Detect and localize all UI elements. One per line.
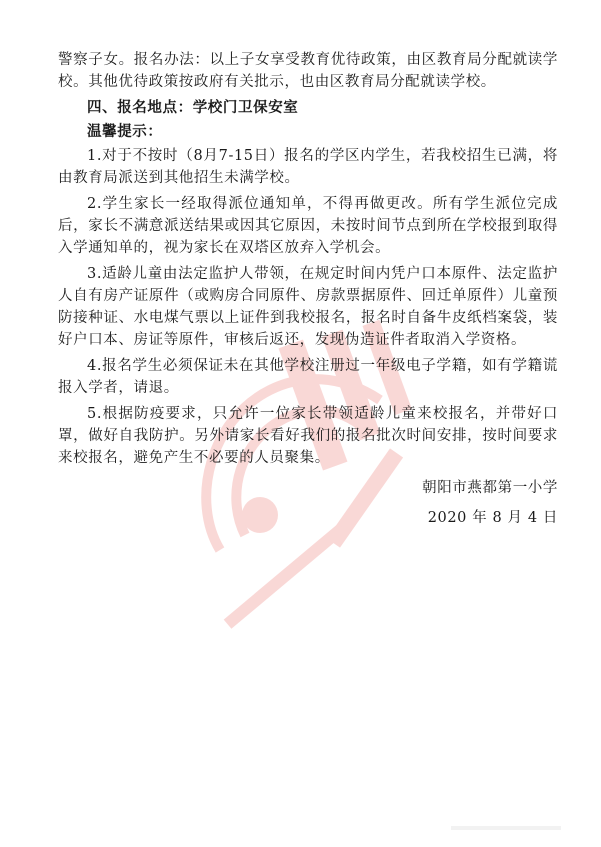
section-heading-location: 四、报名地点：学校门卫保安室 bbox=[87, 100, 299, 116]
tips-heading: 温馨提示： bbox=[87, 124, 163, 140]
tip-item-3: 3.适龄儿童由法定监护人带领，在规定时间内凭户口本原件、法定监护人自有房产证原件（或购房合同原件、房款票据原件、回迁单原件）儿童预防接种证、水电煤气票以上证件到我校报名，报名时自备牛皮纸档案袋，装好户口本、房证等原件，审核后返还，发现伪造证件者取消入学资格。 bbox=[58, 266, 558, 348]
tip-item-2: 2.学生家长一经取得派位通知单，不得再做更改。所有学生派位完成后，家长不满意派送结果或因其它原因，未按时间节点到所在学校报到取得入学通知单的，视为家长在双塔区放弃入学机会。 bbox=[58, 196, 558, 256]
tip-item-4: 4.报名学生必须保证未在其他学校注册过一年级电子学籍，如有学籍谎报入学者，请退。 bbox=[58, 358, 558, 396]
tip-item-5: 5.根据防疫要求，只允许一位家长带领适龄儿童来校报名，并带好口罩，做好自我防护。另外请家长看好我们的报名批次时间安排，按时间要求来校报名，避免产生不必要的人员聚集。 bbox=[58, 406, 558, 466]
signature-block bbox=[58, 477, 558, 529]
tip-item-1: 1.对于不按时（8月7-15日）报名的学区内学生，若我校招生已满，将由教育局派送到其他招生未满学校。 bbox=[58, 148, 558, 186]
signature-date: 2020 年 8 月 4 日 bbox=[427, 510, 558, 526]
intro-paragraph: 警察子女。报名办法：以上子女享受教育优待政策，由区教育局分配就读学校。其他优待政策按政府有关批示，也由区教育局分配就读学校。 bbox=[58, 52, 558, 90]
signature-organization: 朝阳市燕都第一小学 bbox=[422, 480, 558, 496]
document-body bbox=[58, 49, 558, 537]
faint-corner-mark-icon bbox=[451, 823, 561, 833]
